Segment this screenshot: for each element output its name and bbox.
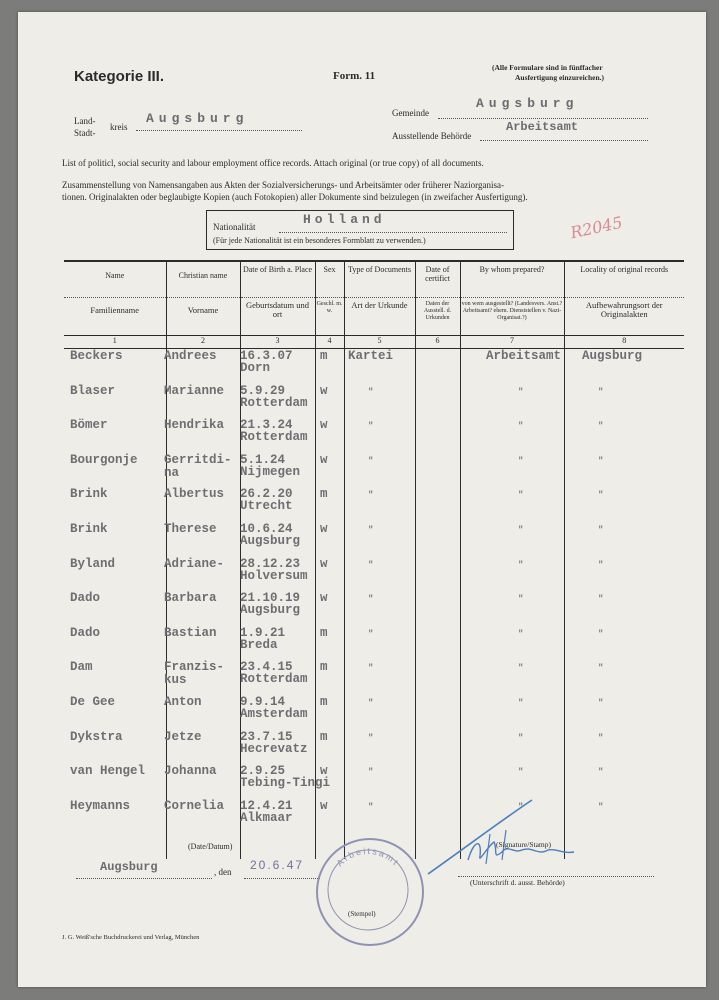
row-by: " (518, 455, 524, 466)
row-loc: " (598, 559, 604, 570)
col-number: 4 (315, 336, 344, 349)
col-header-en: By whom prepared? (460, 261, 564, 298)
row-place: Augsburg (240, 603, 301, 618)
office-stamp (316, 838, 424, 946)
kreis-rule (136, 130, 302, 131)
row-dob: 1.9.21 (240, 625, 286, 640)
row-first: Andrees (164, 349, 217, 363)
row-doc: " (368, 386, 374, 397)
col-number: 7 (460, 336, 564, 349)
behoerde-value: Arbeitsamt (506, 120, 579, 134)
row-name: Dam (70, 660, 93, 675)
col-header-de: Aufbewahrungsort der Originalakten (564, 298, 684, 336)
row-loc: " (598, 386, 604, 397)
row-place: Breda (240, 637, 278, 652)
row-first: Jetze (164, 729, 202, 744)
row-sex: w (320, 798, 328, 813)
row-dob: 5.9.29 (240, 383, 286, 398)
unterschrift-label: (Unterschrift d. ausst. Behörde) (470, 878, 565, 887)
row-loc: " (598, 455, 604, 466)
handwritten-mark: R2045 (568, 212, 625, 243)
svg-text:Arbeitsamt (335, 846, 402, 868)
row-dob: 28.12.23 (240, 556, 301, 571)
row-dob: 16.3.07 (240, 349, 293, 363)
row-loc: " (598, 628, 604, 639)
stamp-ring-icon (316, 838, 420, 942)
row-dob: 10.6.24 (240, 522, 293, 536)
row-first: Barbara (164, 591, 217, 606)
signature-icon (422, 790, 612, 880)
nationality-rule (279, 232, 507, 233)
row-first: Johanna (164, 764, 217, 779)
row-doc: " (368, 663, 374, 674)
nationality-box (206, 210, 514, 250)
behoerde-rule (480, 140, 648, 141)
row-sex: w (320, 522, 328, 536)
row-place: Rotterdam (240, 672, 308, 687)
row-by: " (518, 559, 524, 570)
land-label: Land- (74, 116, 96, 126)
row-place: Augsburg (240, 534, 301, 548)
row-name: De Gee (70, 695, 116, 709)
row-sex: m (320, 487, 328, 502)
row-by: " (518, 525, 524, 535)
category-title: Kategorie III. (74, 68, 165, 85)
row-first: Anton (164, 695, 202, 709)
col-number: 5 (344, 336, 415, 349)
row-loc: " (598, 490, 604, 501)
row-loc: " (598, 525, 604, 535)
row-sex: m (320, 625, 328, 640)
row-place: Rotterdam (240, 395, 308, 410)
row-loc: " (598, 698, 604, 708)
gemeinde-value: Augsburg (476, 96, 579, 111)
gemeinde-rule (438, 118, 648, 119)
row-doc: " (368, 490, 374, 501)
row-first: Adriane- (164, 556, 225, 571)
row-sex: w (320, 383, 328, 398)
col-header-de: Daten der Ausstell. d. Urkunden (415, 298, 460, 336)
form-page (18, 12, 706, 987)
row-loc: " (598, 594, 604, 605)
row-place: Alkmaar (240, 810, 293, 825)
place-value: Augsburg (100, 860, 158, 874)
row-first2: kus (164, 673, 187, 688)
row-place: Holversum (240, 568, 308, 583)
row-loc: " (598, 663, 604, 674)
row-sex: w (320, 591, 328, 606)
row-sex: m (320, 729, 328, 744)
gemeinde-label: Gemeinde (392, 108, 429, 118)
row-name: Dykstra (70, 729, 123, 744)
col-header-en: Date of Birth a. Place (240, 261, 315, 298)
row-doc: " (368, 767, 374, 778)
col-header-en: Name (64, 261, 166, 298)
row-by: " (518, 767, 524, 778)
col-number: 8 (564, 336, 684, 349)
row-dob: 23.7.15 (240, 729, 293, 744)
col-header-de: Geburtsdatum und ort (240, 298, 315, 336)
row-first: Cornelia (164, 798, 225, 813)
row-sex: w (320, 452, 328, 467)
row-dob: 26.2.20 (240, 487, 293, 502)
row-name: Blaser (70, 383, 116, 398)
nationality-label: Nationalität (213, 222, 256, 232)
row-first: Marianne (164, 383, 225, 398)
row-by: " (518, 628, 524, 639)
row-dob: 21.10.19 (240, 591, 301, 606)
stempel-label: (Stempel) (348, 910, 376, 918)
row-loc: " (598, 421, 604, 432)
row-name: Byland (70, 556, 116, 571)
row-place: Rotterdam (240, 430, 308, 445)
row-name: Bömer (70, 418, 108, 433)
row-first: Hendrika (164, 418, 225, 433)
place-rule (76, 878, 212, 879)
col-header-de: Art der Urkunde (344, 298, 415, 336)
nationality-value: Holland (303, 212, 386, 227)
row-name: Brink (70, 487, 108, 502)
col-number: 2 (166, 336, 240, 349)
form-number: Form. 11 (333, 70, 376, 82)
row-by: " (518, 732, 524, 743)
date-value: 20.6.47 (250, 858, 305, 872)
row-doc: " (368, 732, 374, 743)
row-place: Dorn (240, 361, 271, 375)
row-name: Beckers (70, 349, 123, 363)
row-dob: 12.4.21 (240, 798, 293, 813)
row-first: Franzis- (164, 660, 225, 675)
row-doc: " (368, 628, 374, 639)
form-note-line1: (Alle Formulare sind in fünffacher (492, 63, 603, 72)
row-name: Heymanns (70, 798, 131, 813)
row-by: " (518, 386, 524, 397)
row-sex: w (320, 418, 328, 433)
printer-imprint: J. G. Weiß'sche Buchdruckerei und Verlag, München (62, 934, 200, 941)
col-header-en: Date of certifict (415, 261, 460, 298)
row-sex: m (320, 349, 328, 363)
row-first: Bastian (164, 625, 217, 640)
form-note-line2: Ausfertigung einzureichen.) (515, 73, 605, 82)
col-number: 1 (64, 336, 166, 349)
intro-english: List of politicl, social security and labour employment office records. Attach original (or true copy) of all documents. (62, 158, 484, 168)
kreis-value: Augsburg (146, 111, 249, 126)
row-by: " (518, 663, 524, 674)
row-first2: na (164, 465, 180, 480)
row-by: " (518, 594, 524, 605)
row-place: Amsterdam (240, 707, 308, 721)
stadt-label: Stadt- (74, 128, 96, 138)
col-number: 3 (240, 336, 315, 349)
date-rule (244, 878, 320, 879)
row-doc: " (368, 559, 374, 570)
col-header-de: Familienname (64, 298, 166, 336)
col-header-de: von wem ausgestellt? (Landesvers. Anst.? Arbeitsamt? ehem. Dienststellen v. Nazi-Organisat.?) (460, 298, 564, 336)
row-doc: " (368, 455, 374, 466)
row-loc: " (598, 767, 604, 778)
den-label: , den (214, 867, 232, 877)
row-name: van Hengel (70, 764, 146, 779)
kreis-label: kreis (110, 122, 128, 132)
row-first: Therese (164, 522, 217, 536)
row-name: Dado (70, 591, 101, 606)
row-name: Dado (70, 625, 101, 640)
col-header-en: Sex (315, 261, 344, 298)
col-header-en: Christian name (166, 261, 240, 298)
row-doc: " (368, 421, 374, 432)
row-by: " (518, 801, 524, 812)
row-sex: w (320, 556, 328, 571)
row-sex: w (320, 764, 328, 779)
row-place: Tebing-Tingi (240, 776, 331, 791)
col-header-de: Vorname (166, 298, 240, 336)
col-number: 6 (415, 336, 460, 349)
row-loc: " (598, 801, 604, 812)
col-header-en: Type of Documents (344, 261, 415, 298)
row-place: Hecrevatz (240, 741, 308, 756)
row-doc: " (368, 594, 374, 605)
row-sex: m (320, 695, 328, 709)
signature-rule (458, 876, 654, 877)
row-doc: " (368, 801, 374, 812)
row-by: " (518, 490, 524, 501)
row-dob: 2.9.25 (240, 764, 286, 779)
row-dob: 5.1.24 (240, 452, 286, 467)
row-sex: m (320, 660, 328, 675)
row-by: " (518, 698, 524, 708)
col-header-de: Geschl. m. w. (315, 298, 344, 336)
row-doc: Kartei (348, 349, 394, 363)
row-loc: " (598, 732, 604, 743)
row-dob: 9.9.14 (240, 695, 286, 709)
row-place: Nijmegen (240, 464, 301, 479)
nationality-note: (Für jede Nationalität ist ein besonderes Formblatt zu verwenden.) (213, 236, 426, 245)
intro-german-line1: Zusammenstellung von Namensangaben aus Akten der Sozialversicherungs- und Arbeitsämter oder früherer Naziorganisa- (62, 180, 504, 190)
behoerde-label: Ausstellende Behörde (392, 131, 472, 141)
row-by: " (518, 421, 524, 432)
intro-german-line2: tionen. Originalakten oder beglaubigte Kopien (auch Fotokopien) aller Dokumente sind beizulegen (in zweifacher Ausfertigung). (62, 192, 528, 202)
row-first: Gerritdi- (164, 452, 232, 467)
row-doc: " (368, 525, 374, 535)
row-by: Arbeitsamt (486, 349, 562, 363)
row-dob: 21.3.24 (240, 418, 293, 433)
signature-label: (Signature/Stamp) (496, 840, 551, 849)
date-label: (Date/Datum) (188, 842, 233, 851)
row-loc: Augsburg (582, 349, 643, 363)
row-name: Bourgonje (70, 452, 138, 467)
row-dob: 23.4.15 (240, 660, 293, 675)
row-name: Brink (70, 522, 108, 536)
row-first: Albertus (164, 487, 225, 502)
col-header-en: Locality of original records (564, 261, 684, 298)
row-doc: " (368, 698, 374, 708)
stamp-text: Arbeitsamt (334, 845, 402, 869)
row-place: Utrecht (240, 499, 293, 514)
